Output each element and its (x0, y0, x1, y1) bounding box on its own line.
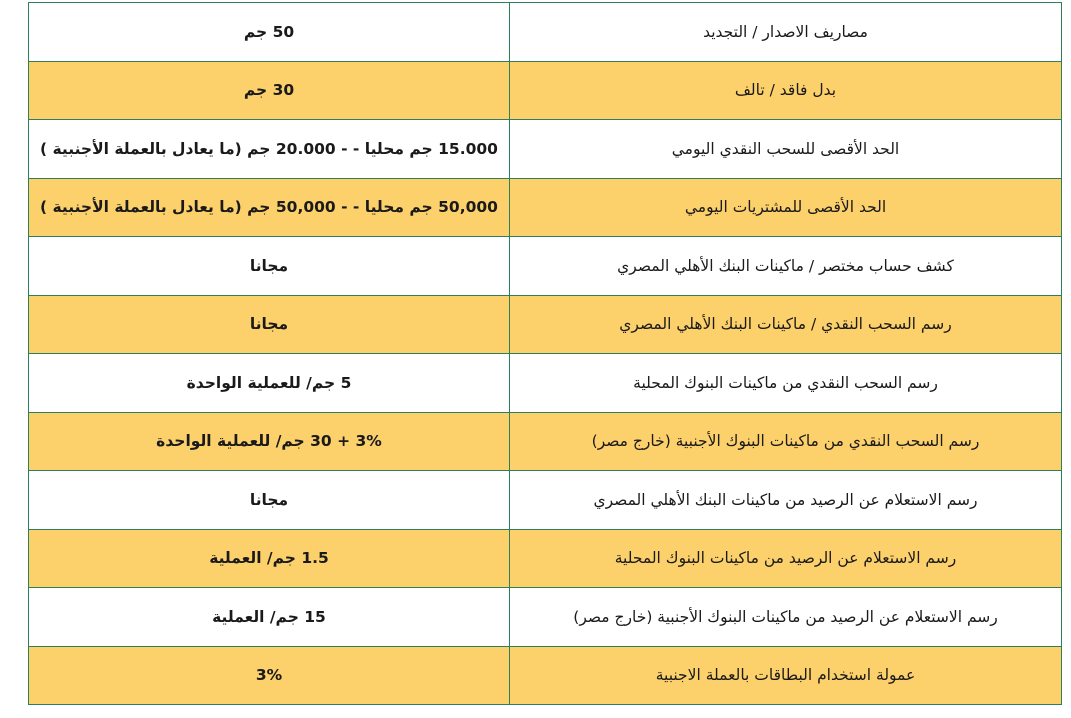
fee-label: عمولة استخدام البطاقات بالعملة الاجنبية (510, 646, 1062, 705)
fee-label: الحد الأقصى للسحب النقدي اليومي (510, 120, 1062, 179)
fee-label: رسم الاستعلام عن الرصيد من ماكينات البنوك المحلية (510, 529, 1062, 588)
fee-label: مصاريف الاصدار / التجديد (510, 3, 1062, 62)
fee-label: رسم السحب النقدي / ماكينات البنك الأهلي المصري (510, 295, 1062, 354)
fee-value: مجانا (29, 295, 510, 354)
fee-label: رسم الاستعلام عن الرصيد من ماكينات البنوك الأجنبية (خارج مصر) (510, 588, 1062, 647)
table-row (29, 588, 1062, 647)
table-row (29, 295, 1062, 354)
table-row (29, 471, 1062, 530)
table-row (29, 178, 1062, 237)
fee-label: كشف حساب مختصر / ماكينات البنك الأهلي المصري (510, 237, 1062, 296)
fee-label: رسم الاستعلام عن الرصيد من ماكينات البنك الأهلي المصري (510, 471, 1062, 530)
fee-value: 3% + 30 جم/ للعملية الواحدة (29, 412, 510, 471)
fees-table (28, 2, 1062, 705)
fee-value: 5 جم/ للعملية الواحدة (29, 354, 510, 413)
fees-table-body (29, 3, 1062, 705)
fee-value: 15.000 جم محليا - - 20.000 جم (ما يعادل بالعملة الأجنبية ) (29, 120, 510, 179)
fee-value: مجانا (29, 237, 510, 296)
table-row (29, 354, 1062, 413)
table-row (29, 646, 1062, 705)
fee-label: رسم السحب النقدي من ماكينات البنوك المحلية (510, 354, 1062, 413)
fee-label: رسم السحب النقدي من ماكينات البنوك الأجنبية (خارج مصر) (510, 412, 1062, 471)
fee-value: 1.5 جم/ العملية (29, 529, 510, 588)
fee-value: 50,000 جم محليا - - 50,000 جم (ما يعادل بالعملة الأجنبية ) (29, 178, 510, 237)
table-row (29, 61, 1062, 120)
fee-value: 3% (29, 646, 510, 705)
fee-value: 50 جم (29, 3, 510, 62)
table-row (29, 237, 1062, 296)
table-row (29, 412, 1062, 471)
table-row (29, 529, 1062, 588)
fee-value: مجانا (29, 471, 510, 530)
fee-label: بدل فاقد / تالف (510, 61, 1062, 120)
table-row (29, 120, 1062, 179)
fee-value: 15 جم/ العملية (29, 588, 510, 647)
fee-label: الحد الأقصى للمشتريات اليومي (510, 178, 1062, 237)
fee-value: 30 جم (29, 61, 510, 120)
table-row (29, 3, 1062, 62)
